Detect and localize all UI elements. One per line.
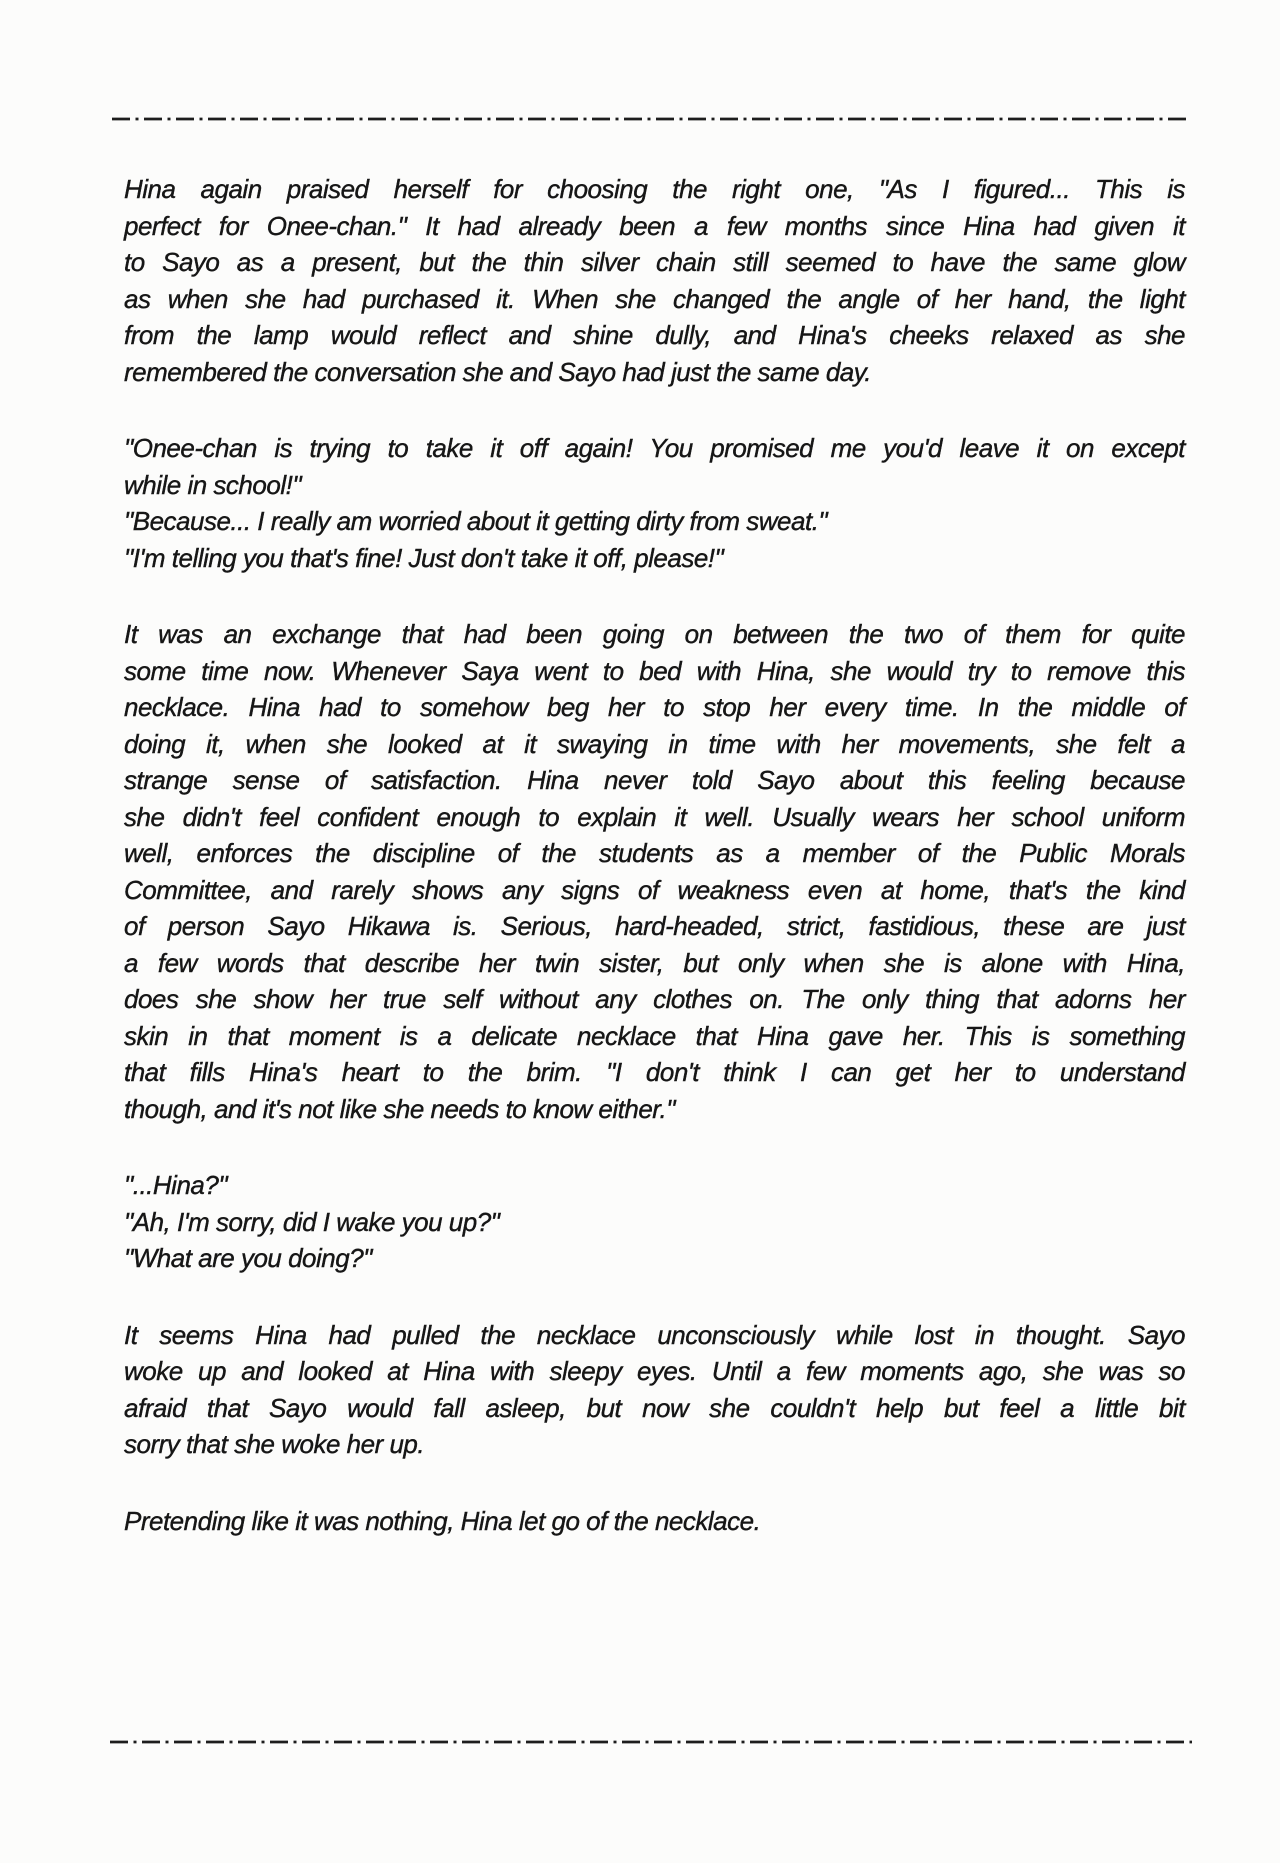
text-line: skin in that moment is a delicate necklace that Hina gave her. This is something [124, 1020, 1185, 1051]
text-line: Pretending like it was nothing, Hina let go of the necklace. [124, 1505, 761, 1536]
paragraph [124, 1167, 1185, 1277]
paragraph [124, 616, 1185, 1127]
text-line: necklace. Hina had to somehow beg her to stop her every time. In the middle of [124, 692, 1185, 722]
text-line: that fills Hina's heart to the brim. "I don't think I can get her to understand [124, 1057, 1185, 1087]
paragraph [124, 430, 1185, 576]
text-line: some time now. Whenever Saya went to bed with Hina, she would try to remove this [124, 655, 1185, 686]
bottom-divider [110, 1739, 1192, 1745]
top-divider [112, 116, 1188, 122]
text-line: woke up and looked at Hina with sleepy eyes. Until a few moments ago, she was so [124, 1356, 1185, 1386]
text-line: she didn't feel confident enough to explain it well. Usually wears her school uniform [124, 801, 1185, 832]
text-line: afraid that Sayo would fall asleep, but now she couldn't help but feel a little bit [124, 1392, 1185, 1423]
text-line: strange sense of satisfaction. Hina never told Sayo about this feeling because [124, 765, 1185, 795]
text-line: "What are you doing?" [124, 1243, 372, 1273]
text-line: It seems Hina had pulled the necklace unconsciously while lost in thought. Sayo [124, 1319, 1185, 1350]
text-line: "Ah, I'm sorry, did I wake you up?" [124, 1206, 500, 1237]
text-line: "Because... I really am worried about it getting dirty from sweat." [124, 506, 828, 536]
text-line: It was an exchange that had been going on between the two of them for quite [124, 619, 1185, 649]
text-line: Hina again praised herself for choosing the right one, "As I figured... This is [124, 174, 1185, 204]
text-line: "Onee-chan is trying to take it off again! You promised me you'd leave it on except [124, 433, 1185, 463]
text-line: well, enforces the discipline of the students as a member of the Public Morals [124, 838, 1185, 868]
text-line: does she show her true self without any clothes on. The only thing that adorns her [124, 984, 1185, 1014]
text-line: "...Hina?" [124, 1170, 228, 1200]
text-line: "I'm telling you that's fine! Just don't take it off, please!" [124, 542, 724, 573]
text-line: remembered the conversation she and Sayo had just the same day. [124, 356, 872, 387]
text-line: a few words that describe her twin sister, but only when she is alone with Hina, [124, 947, 1185, 978]
paragraph [124, 171, 1185, 390]
text-line: though, and it's not like she needs to know either." [124, 1093, 675, 1124]
text-line: of person Sayo Hikawa is. Serious, hard-headed, strict, fastidious, these are just [124, 911, 1185, 941]
text-line: perfect for Onee-chan." It had already been a few months since Hina had given it [124, 210, 1185, 241]
text-line: doing it, when she looked at it swaying in time with her movements, she felt a [124, 728, 1185, 759]
story-text [124, 171, 1185, 1539]
text-line: while in school!" [124, 469, 302, 500]
text-line: to Sayo as a present, but the thin silver chain still seemed to have the same glow [124, 247, 1185, 277]
paragraph [124, 1503, 1185, 1540]
text-line: as when she had purchased it. When she changed the angle of her hand, the light [124, 283, 1185, 314]
text-line: sorry that she woke her up. [124, 1429, 425, 1459]
text-line: from the lamp would reflect and shine dully, and Hina's cheeks relaxed as she [124, 320, 1185, 350]
paragraph [124, 1317, 1185, 1463]
text-line: Committee, and rarely shows any signs of weakness even at home, that's the kind [124, 874, 1185, 905]
